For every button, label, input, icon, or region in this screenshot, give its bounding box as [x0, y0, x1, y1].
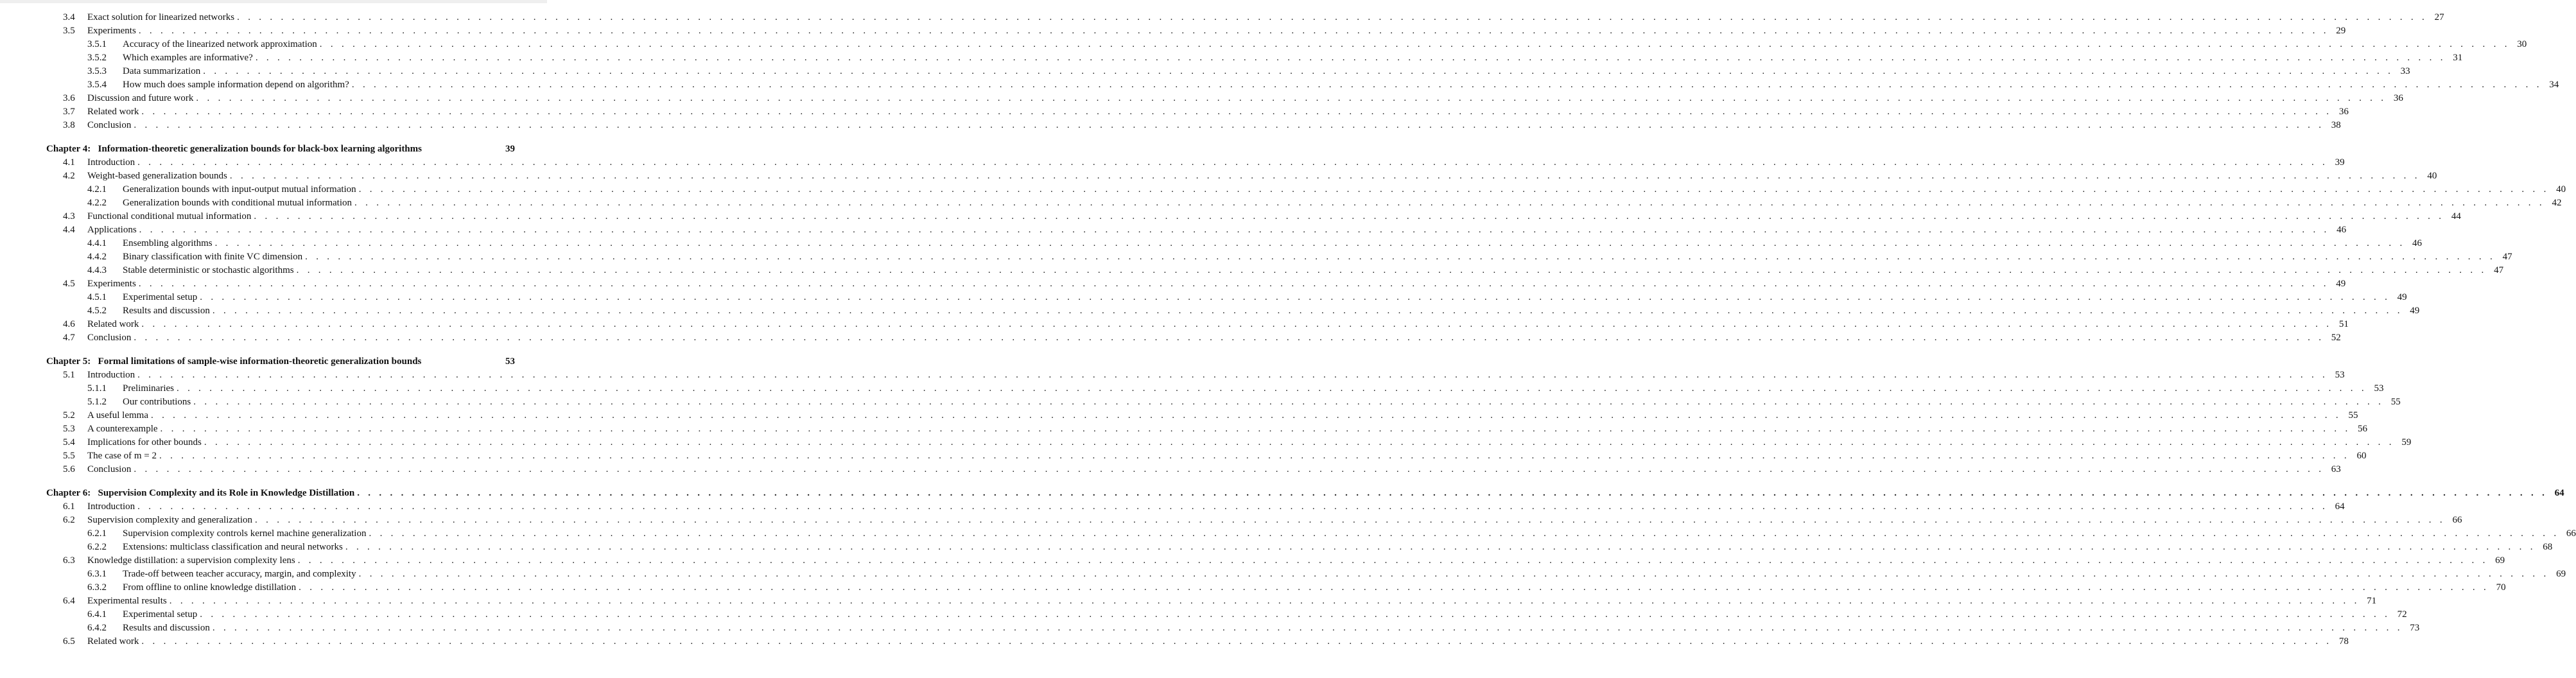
toc-chapter-entry[interactable] — [46, 143, 515, 156]
toc-dot-leader: . . . . . . . . . . . . . . . . . . . . . . . . . . . . . . . . . . . . . . . . . . . . . . . . . . . . . . . . . . . . . . . . . . . . . . . . . . . . . . . . . . . . . . . . . . . . . . . . . . . . . . . . . . . . . . . . . . . . . . . . . . . . . . . . . . . . . . . . . . . . . . . . . . . . . . . . . . . . . . . . . . . . . . . . . . . . . . . . . . . . . . . . . . . . . . . . . . . . . . . . — [196, 93, 2387, 103]
toc-entry-number: 4.7 — [63, 333, 75, 343]
toc-entry-line — [123, 51, 2463, 65]
toc-dot-leader: . . . . . . . . . . . . . . . . . . . . . . . . . . . . . . . . . . . . . . . . . . . . . . . . . . . . . . . . . . . . . . . . . . . . . . . . . . . . . . . . . . . . . . . . . . . . . . . . . . . . . . . . . . . . . . . . . . . . . . . . . . . . . . . . . . . . . . . . . . . . . . . . . . . . . . . . . . . . . . . . . . . . . . . . . . . . . . . . . . . . . . . . . . . . . . . . . . . . . . . . — [299, 582, 2489, 593]
toc-entry-number: 3.5 — [63, 26, 75, 36]
toc-page-number: 63 — [2324, 463, 2341, 476]
toc-entry-title: Trade-off between teacher accuracy, margin, and complexity — [123, 568, 359, 581]
toc-page-number: 73 — [2403, 622, 2419, 635]
toc-entry-number: 3.5.1 — [87, 39, 107, 49]
toc-page-number: 31 — [2446, 51, 2462, 65]
toc-entry-title: Experimental setup — [123, 608, 200, 622]
toc-entry-title: Generalization bounds with input-output mutual information — [123, 183, 359, 196]
toc-page-number: 51 — [2332, 318, 2349, 331]
toc-page-number: 36 — [2332, 105, 2349, 119]
toc-page-number: 60 — [2349, 449, 2366, 463]
toc-entry-title: Related work — [87, 105, 141, 119]
toc-section-entry[interactable] — [46, 422, 2367, 436]
toc-dot-leader: . . . . . . . . . . . . . . . . . . . . . . . . . . . . . . . . . . . . . . . . . . . . . . . . . . . . . . . . . . . . . . . . . . . . . . . . . . . . . . . . . . . . . . . . . . . . . . . . . . . . . . . . . . . . . . . . . . . . . . . . . . . . . . . . . . . . . . . . . . . . . . . . . . . . . . . . . . . . . . . . . . . . . . . . . . . . . . . . . . . . . . . . . . . . . . . . . . . . . . . . — [203, 66, 2394, 76]
toc-entry-title: How much does sample information depend on algorithm? — [123, 78, 352, 92]
toc-subsection-entry[interactable] — [46, 541, 2553, 554]
toc-entry-line — [46, 355, 515, 369]
toc-entry-line — [123, 396, 2401, 409]
toc-entry-title: Discussion and future work — [87, 92, 196, 105]
toc-dot-leader: . . . . . . . . . . . . . . . . . . . . . . . . . . . . . . . . . . . . . . . . . . . . . . . . . . . . . . . . . . . . . . . . . . . . . . . . . . . . . . . . . . . . . . . . . . . . . . . . . . . . . . . . . . . . . . . . . . . . . . . . . . . . . . . . . . . . . . . . . . . . . . . . . . . . . . . . . . . . . . . . . . . . . . . . . . . . . . . . . . . . . . . . . . . . . . . . . . . . . . . . — [200, 292, 2390, 302]
toc-section-entry[interactable] — [46, 595, 2377, 608]
toc-entry-number: 5.4 — [63, 437, 75, 448]
toc-entry-number: 3.6 — [63, 93, 75, 103]
toc-dot-leader: . . . . . . . . . . . . . . . . . . . . . . . . . . . . . . . . . . . . . . . . . . . . . . . . . . . . . . . . . . . . . . . . . . . . . . . . . . . . . . . . . . . . . . . . . . . . . . . . . . . . . . . . . . . . . . . . . . . . . . . . . . . . . . . . . . . . . . . . . . . . . . . . . . . . . . . . . . . . . . . . . . . . . . . . . . . . . . . . . . . . . . . . . . . . . . . . . . . . . . . . — [137, 157, 2328, 168]
toc-entry-number: 6.3.1 — [87, 569, 107, 579]
toc-entry-number: 6.2.1 — [87, 528, 107, 539]
toc-entry-title: A useful lemma — [87, 409, 151, 422]
toc-entry-line — [87, 223, 2347, 237]
toc-entry-number: 6.4.1 — [87, 609, 107, 620]
toc-subsection-entry[interactable] — [46, 237, 2423, 250]
toc-page-number: 55 — [2384, 396, 2401, 409]
toc-entry-line — [87, 277, 2346, 291]
toc-page-number: 39 — [498, 143, 515, 156]
toc-entry-number: 3.4 — [63, 12, 75, 22]
toc-entry-title: Implications for other bounds — [87, 436, 204, 449]
toc-entry-line — [87, 514, 2462, 527]
toc-entry-line — [87, 422, 2367, 436]
toc-entry-line — [87, 156, 2345, 170]
toc-entry-title: Weight-based generalization bounds — [87, 170, 230, 183]
page-top-border — [0, 0, 547, 3]
toc-chapter-entry[interactable] — [46, 355, 515, 369]
toc-entry-line — [87, 318, 2349, 331]
toc-subsection-entry[interactable] — [46, 65, 2410, 78]
toc-page-number: 56 — [2351, 422, 2367, 436]
toc-section-entry[interactable] — [46, 554, 2505, 568]
toc-page-number: 29 — [2329, 24, 2345, 38]
toc-section-entry[interactable] — [46, 92, 2403, 105]
toc-entry-title: From offline to online knowledge distillation — [123, 581, 299, 595]
toc-subsection-entry[interactable] — [46, 250, 2512, 264]
toc-entry-title: Our contributions — [123, 396, 193, 409]
toc-subsection-entry[interactable] — [46, 568, 2566, 581]
toc-subsection-entry[interactable] — [46, 396, 2401, 409]
toc-section-entry[interactable] — [46, 210, 2461, 223]
toc-subsection-entry[interactable] — [46, 608, 2407, 622]
toc-page-number: 44 — [2444, 210, 2461, 223]
toc-dot-leader: . . . . . . . . . . . . . . . . . . . . . . . . . . . . . . . . . . . . . . . . . . . . . . . . . . . . . . . . . . . . . . . . . . . . . . . . . . . . . . . . . . . . . . . . . . . . . . . . . . . . . . . . . . . . . . . . . . . . . . . . . . . . . . . . . . . . . . . . . . . . . . . . . . . . . . . . . . . . . . . . . . . . . . . . . . . . . . . . . . . . . . . . . . . . . . . . . . . . . . . . — [237, 12, 2428, 22]
toc-dot-leader: . . . . . . . . . . . . . . . . . . . . . . . . . . . . . . . . . . . . . . . . . . . . . . . . . . . . . . . . . . . . . . . . . . . . . . . . . . . . . . . . . . . . . . . . . . . . . . . . . . . . . . . . . . . . . . . . . . . . . . . . . . . . . . . . . . . . . . . . . . . . . . . . . . . . . . . . . . . . . . . . . . . . . . . . . . . . . . . . . . . . . . . . . . . . . . . . . . . . . . . . — [159, 451, 2350, 461]
toc-entry-line — [87, 11, 2444, 24]
toc-page-number: 53 — [2328, 369, 2345, 382]
toc-entry-title: Experiments — [87, 277, 139, 291]
toc-entry-number: 5.3 — [63, 424, 75, 434]
toc-entry-title: Introduction — [87, 500, 137, 514]
toc-entry-line — [87, 436, 2412, 449]
toc-entry-line — [123, 196, 2562, 210]
toc-entry-number: 5.1.2 — [87, 397, 107, 407]
toc-entry-title: Conclusion — [87, 463, 134, 476]
toc-entry-number: 4.1 — [63, 157, 75, 168]
toc-dot-leader: . . . . . . . . . . . . . . . . . . . . . . . . . . . . . . . . . . . . . . . . . . . . . . . . . . . . . . . . . . . . . . . . . . . . . . . . . . . . . . . . . . . . . . . . . . . . . . . . . . . . . . . . . . . . . . . . . . . . . . . . . . . . . . . . . . . . . . . . . . . . . . . . . . . . . . . . . . . . . . . . . . . . . . . . . . . . . . . . . . . . . . . . . . . . . . . . . . . . . . . . — [141, 319, 2332, 329]
toc-entry-title: Binary classification with finite VC dimension — [123, 250, 305, 264]
toc-entry-title: Chapter 6: Supervision Complexity and its Role in Knowledge Distillation — [46, 487, 357, 500]
toc-dot-leader: . . . . . . . . . . . . . . . . . . . . . . . . . . . . . . . . . . . . . . . . . . . . . . . . . . . . . . . . . . . . . . . . . . . . . . . . . . . . . . . . . . . . . . . . . . . . . . . . . . . . . . . . . . . . . . . . . . . . . . . . . . . . . . . . . . . . . . . . . . . . . . . . . . . . . . . . . . . . . . . . . . . . . . . . . . . . . . . . . . . . . . . . . . . . . . . . . . . . . . . . — [305, 252, 2496, 262]
toc-section-entry[interactable] — [46, 463, 2341, 476]
toc-entry-number: 4.6 — [63, 319, 75, 329]
toc-entry-number: 4.2 — [63, 171, 75, 181]
toc-entry-line — [123, 622, 2420, 635]
toc-entry-line — [46, 143, 515, 156]
toc-page-number: 55 — [2341, 409, 2358, 422]
toc-dot-leader: . . . . . . . . . . . . . . . . . . . . . . . . . . . . . . . . . . . . . . . . . . . . . . . . . . . . . . . . . . . . . . . . . . . . . . . . . . . . . . . . . . . . . . . . . . . . . . . . . . . . . . . . . . . . . . . . . . . . . . . . . . . . . . . . . . . . . . . . . . . . . . . . . . . . . . . . . . . . . . . . . . . . . . . . . . . . . . . . . . . . . . . . . . . . . . . . . . . . . . . . — [358, 569, 2550, 579]
toc-entry-number: 4.5.2 — [87, 306, 107, 316]
toc-subsection-entry[interactable] — [46, 291, 2407, 304]
toc-entry-line — [87, 105, 2349, 119]
toc-page-number: 64 — [2328, 500, 2345, 514]
toc-page-number: 49 — [2390, 291, 2407, 304]
toc-entry-line — [123, 568, 2566, 581]
toc-entry-title: Conclusion — [87, 119, 134, 132]
toc-entry-number: 4.2.1 — [87, 184, 107, 195]
toc-dot-leader: . . . . . . . . . . . . . . . . . . . . . . . . . . . . . . . . . . . . . . . . . . . . . . . . . . . . . . . . . . . . . . . . . . . . . . . . . . . . . . . . . . . . . . . . . . . . . . . . . . . . . . . . . . . . . . . . . . . . . . . . . . . . . . . . . . . . . . . . . . . . . . . . . . . . . . . . . . . . . . . . . . . . . . . . . . . . . . . . . . . . . . . . . . . . . . . . . . . . . . . . — [160, 424, 2351, 434]
toc-entry-number: 5.1 — [63, 370, 75, 380]
toc-dot-leader: . . . . . . . . . . . . . . . . . . . . . . . . . . . . . . . . . . . . . . . . . . . . . . . . . . . . . . . . . . . . . . . . . . . . . . . . . . . . . . . . . . . . . . . . . . . . . . . . . . . . . . . . . . . . . . . . . . . . . . . . . . . . . . . . . . . . . . . . . . . . . . . . . . . . . . . . . . . . . . . . . . . . . . . . . . . . . . . . . . . . . . . . . . . . . . . . . . . . . . . . — [138, 279, 2329, 289]
toc-entry-number: 4.4.2 — [87, 252, 107, 262]
toc-dot-leader: . . . . . . . . . . . . . . . . . . . . . . . . . . . . . . . . . . . . . . . . . . . . . . . . . . . . . . . . . . . . . . . . . . . . . . . . . . . . . . . . . . . . . . . . . . . . . . . . . . . . . . . . . . . . . . . . . . . . . . . . . . . . . . . . . . . . . . . . . . . . . . . . . . . . . . . . . . . . . . . . . . . . . . . . . . . . . . . . . . . . . . . . . . . . . . . . . . . . . . . . — [137, 501, 2328, 512]
toc-entry-title: Related work — [87, 635, 141, 648]
toc-entry-line — [87, 119, 2341, 132]
toc-entry-number: 3.5.4 — [87, 80, 107, 90]
toc-entry-line — [87, 369, 2345, 382]
toc-subsection-entry[interactable] — [46, 527, 2576, 541]
toc-entry-line — [87, 92, 2403, 105]
toc-page-number: 69 — [2488, 554, 2505, 568]
toc-section-entry[interactable] — [46, 449, 2367, 463]
toc-entry-number: 3.5.2 — [87, 53, 107, 63]
toc-subsection-entry[interactable] — [46, 38, 2527, 51]
toc-entry-title: Results and discussion — [123, 304, 213, 318]
toc-page-number: 71 — [2360, 595, 2376, 608]
toc-page-number: 66 — [2445, 514, 2462, 527]
toc-dot-leader: . . . . . . . . . . . . . . . . . . . . . . . . . . . . . . . . . . . . . . . . . . . . . . . . . . . . . . . . . . . . . . . . . . . . . . . . . . . . . . . . . . . . . . . . . . . . . . . . . . . . . . . . . . . . . . . . . . . . . . . . . . . . . . . . . . . . . . . . . . . . . . . . . . . . . . . . . . . . . . . . . . . . . . . . . . . . . . . . . . . . . . . . . . . . . . . . . . . . . . . . — [150, 410, 2342, 421]
toc-dot-leader: . . . . . . . . . . . . . . . . . . . . . . . . . . . . . . . . . . . . . . . . . . . . . . . . . . . . . . . . . . . . . . . . . . . . . . . . . . . . . . . . . . . . . . . . . . . . . . . . . . . . . . . . . . . . . . . . . . . . . . . . . . . . . . . . . . . . . . . . . . . . . . . . . . . . . . . . . . . . . . . . . . . . . . . . . . . . . . . . . . . . . . . . . . . . . . . . . . . . . . . . — [214, 238, 2406, 248]
toc-section-entry[interactable] — [46, 170, 2437, 183]
toc-page-number: 36 — [2387, 92, 2403, 105]
toc-entry-line — [87, 463, 2341, 476]
toc-subsection-entry[interactable] — [46, 622, 2420, 635]
toc-entry-title: Conclusion — [87, 331, 134, 345]
toc-entry-title: Supervision complexity controls kernel machine generalization — [123, 527, 369, 541]
toc-entry-title: Accuracy of the linearized network approximation — [123, 38, 320, 51]
toc-dot-leader: . . . . . . . . . . . . . . . . . . . . . . . . . . . . . . . . . . . . . . . . . . . . . . . . . . . . . . . . . . . . . . . . . . . . . . . . . . . . . . . . . . . . . . . . . . . . . . . . . . . . . . . . . . . . . . . . . . . . . . . . . . . . . . . . . . . . . . . . . . . . . . . . . . . . . . . . . . . . . . . . . . . . . . . . . . . . . . . . . . . . . . . . . . . . . . . . . . . . . . . . — [134, 333, 2324, 343]
toc-entry-line — [123, 38, 2527, 51]
toc-entry-title: A counterexample — [87, 422, 161, 436]
toc-entry-number: 4.4.3 — [87, 265, 107, 275]
toc-entry-line — [87, 24, 2346, 38]
toc-entry-line — [123, 581, 2506, 595]
toc-entry-number: 6.5 — [63, 636, 75, 647]
toc-dot-leader: . . . . . . . . . . . . . . . . . . . . . . . . . . . . . . . . . . . . . . . . . . . . . . . . . . . . . . . . . . . . . . . . . . . . . . . . . . . . . . . . . . . . . . . . . . . . . . . . . . . . . . . . . . . . . . . . . . . . . . . . . . . . . . . . . . . . . . . . . . . . . . . . . . . . . . . . . . . . . . . . . . . . . . . . . . . . . . . . . . . . . . . . . . . . . . . . . . . . . . . . — [351, 80, 2543, 90]
toc-subsection-entry[interactable] — [46, 78, 2559, 92]
toc-page-number: 38 — [2324, 119, 2341, 132]
toc-page-number: 53 — [2367, 382, 2383, 396]
toc-page-number: 53 — [498, 355, 515, 369]
toc-page-number: 59 — [2394, 436, 2411, 449]
toc-section-entry[interactable] — [46, 514, 2462, 527]
toc-subsection-entry[interactable] — [46, 264, 2504, 277]
toc-entry-title: Knowledge distillation: a supervision complexity lens — [87, 554, 298, 568]
toc-page-number: 49 — [2403, 304, 2419, 318]
toc-entry-line — [123, 183, 2566, 196]
toc-dot-leader: . . . . . . . . . . . . . . . . . . . . . . . . . . . . . . . . . . . . . . . . . . . . . . . . . . . . . . . . . . . . . . . . . . . . . . . . . . . . . . . . . . . . . . . . . . . . . . . . . . . . . . . . . . . . . . . . . . . . . . . . . . . . . . . . . . . . . . . . . . . . . . . . . . . . . . . . . . . . . . . . . . . . . . . . . . . . . . . . . . . . . . . . . . . . . . . . . . . . . . . . — [141, 636, 2332, 647]
toc-entry-number: 5.5 — [63, 451, 75, 461]
toc-page-number: 34 — [2542, 78, 2559, 92]
toc-dot-leader: . . . . . . . . . . . . . . . . . . . . . . . . . . . . . . . . . . . . . . . . . . . . . . . . . . . . . . . . . . . . . . . . . . . . . . . . . . . . . . . . . . . . . . . . . . . . . . . . . . . . . . . . . . . . . . . . . . . . . . . . . . . . . . . . . . . . . . . . . . . . . . . . . . . . . . . . . . . . . . . . . . . . . . . . . . . . . . . . . . . . . . . . . . . . . . . . . . . . . . . . — [204, 437, 2395, 448]
toc-dot-leader: . . . . . . . . . . . . . . . . . . . . . . . . . . . . . . . . . . . . . . . . . . . . . . . . . . . . . . . . . . . . . . . . . . . . . . . . . . . . . . . . . . . . . . . . . . . . . . . . . . . . . . . . . . . . . . . . . . . . . . . . . . . . . . . . . . . . . . . . . . . . . . . . . . . . . . . . . . . . . . . . . . . . . . . . . . . . . . . . . . . . . . . . . . . . . . . . . . . . . . . . — [212, 306, 2403, 316]
toc-section-entry[interactable] — [46, 223, 2347, 237]
toc-subsection-entry[interactable] — [46, 581, 2506, 595]
toc-entry-number: 3.5.3 — [87, 66, 107, 76]
toc-dot-leader: . . . . . . . . . . . . . . . . . . . . . . . . . . . . . . . . . . . . . . . . . . . . . . . . . . . . . . . . . . . . . . . . . . . . . . . . . . . . . . . . . . . . . . . . . . . . . . . . . . . . . . . . . . . . . . . . . . . . . . . . . . . . . . . . . . . . . . . . . . . . . . . . . . . . . . . . . . . . . . . . . . . . . . . . . . . . . . . . . . . . . . . . . . . . . . . . . . . . . . . . — [297, 555, 2489, 566]
toc-section-entry[interactable] — [46, 369, 2345, 382]
toc-page-number: 66 — [2559, 527, 2576, 541]
toc-page-number: 27 — [2428, 11, 2444, 24]
toc-chapter-entry[interactable] — [46, 487, 2564, 500]
toc-page-number: 46 — [2329, 223, 2346, 237]
toc-entry-line — [123, 541, 2553, 554]
toc-dot-leader: . . . . . . . . . . . . . . . . . . . . . . . . . . . . . . . . . . . . . . . . . . . . . . . . . . . . . . . . . . . . . . . . . . . . . . . . . . . . . . . . . . . . . . . . . . . . . . . . . . . . . . . . . . . . . . . . . . . . . . . . . . . . . . . . . . . . . . . . . . . . . . . . . . . . . . . . . . . . . . . . . . . . . . . . . . . . . . . . . . . . . . . . . . . . . . . . . . . . . . . . — [296, 265, 2487, 275]
toc-entry-title: Results and discussion — [123, 622, 213, 635]
toc-entry-number: 6.4.2 — [87, 623, 107, 633]
toc-entry-title: Which examples are informative? — [123, 51, 256, 65]
toc-page-number: 30 — [2510, 38, 2527, 51]
toc-entry-title: Introduction — [87, 156, 137, 170]
toc-dot-leader: . . . . . . . . . . . . . . . . . . . . . . . . . . . . . . . . . . . . . . . . . . . . . . . . . . . . . . . . . . . . . . . . . . . . . . . . . . . . . . . . . . . . . . . . . . . . . . . . . . . . . . . . . . . . . . . . . . . . . . . . . . . . . . . . . . . . . . . . . . . . . . . . . . . . . . . . . . . . . . . . . . . . . . . . . . . . . . . . . . . . . . . . . . . . . . . . . . . . . . . . — [254, 211, 2444, 222]
toc-dot-leader: . . . . . . . . . . . . . . . . . . . . . . . . . . . . . . . . . . . . . . . . . . . . . . . . . . . . . . . . . . . . . . . . . . . . . . . . . . . . . . . . . . . . . . . . . . . . . . . . . . . . . . . . . . . . . . . . . . . . . . . . . . . . . . . . . . . . . . . . . . . . . . . . . . . . . . . . . . . . . . . . . . . . . . . . . . . . . . . . . . . . . . . . . . . . . . . . . . . . . . . . — [354, 198, 2545, 208]
toc-page-number: 64 — [2548, 487, 2564, 500]
toc-entry-number: 6.3 — [63, 555, 75, 566]
toc-entry-title: Supervision complexity and generalization — [87, 514, 255, 527]
toc-subsection-entry[interactable] — [46, 382, 2384, 396]
toc-entry-title: Exact solution for linearized networks — [87, 11, 237, 24]
toc-section-entry[interactable] — [46, 156, 2345, 170]
toc-dot-leader: . . . . . . . . . . . . . . . . . . . . . . . . . . . . . . . . . . . . . . . . . . . . . . . . . . . . . . . . . . . . . . . . . . . . . . . . . . . . . . . . . . . . . . . . . . . . . . . . . . . . . . . . . . . . . . . . . . . . . . . . . . . . . . . . . . . . . . . . . . . . . . . . . . . . . . . . . . . . . . . . . . . . . . . . . . . . . . . . . . . . . . . . . . . . . . . . . . . . . . . . — [212, 623, 2403, 633]
toc-dot-leader: . . . . . . . . . . . . . . . . . . . . . . . . . . . . . . . . . . . . . . . . . . . . . . . . . . . . . . . . . . . . . . . . . . . . . . . . . . . . . . . . . . . . . . . . . . . . . . . . . . . . . . . . . . . . . . . . . . . . . . . . . . . . . . . . . . . . . . . . . . . . . . . . . . . . . . . . . . . . . . . . . . . . . . . . . . . . . . . . . . . . . . . . . . . . . . . . . . . . . . . . — [193, 397, 2384, 407]
toc-entry-title: Experimental setup — [123, 291, 200, 304]
toc-page-number: 47 — [2487, 264, 2503, 277]
toc-entry-number: 6.4 — [63, 596, 75, 606]
toc-section-entry[interactable] — [46, 24, 2346, 38]
toc-dot-leader: . . . . . . . . . . . . . . . . . . . . . . . . . . . . . . . . . . . . . . . . . . . . . . . . . . . . . . . . . . . . . . . . . . . . . . . . . . . . . . . . . . . . . . . . . . . . . . . . . . . . . . . . . . . . . . . . . . . . . . . . . . . . . . . . . . . . . . . . . . . . . . . . . . . . . . . . . . . . . . . . . . . . . . . . . . . . . . . . . . . . . . . . . . . . . . . . . . . . . . . . — [200, 609, 2390, 620]
toc-page-number: 40 — [2420, 170, 2437, 183]
toc-entry-title: Related work — [87, 318, 141, 331]
toc-subsection-entry[interactable] — [46, 51, 2463, 65]
toc-entry-line — [123, 527, 2576, 541]
toc-section-entry[interactable] — [46, 105, 2349, 119]
toc-entry-line — [46, 487, 2564, 500]
toc-entry-line — [87, 210, 2461, 223]
toc-entry-line — [87, 331, 2341, 345]
toc-entry-line — [87, 409, 2358, 422]
toc-entry-line — [87, 500, 2345, 514]
toc-page-number: 68 — [2536, 541, 2552, 554]
toc-section-entry[interactable] — [46, 277, 2346, 291]
toc-page-number: 70 — [2489, 581, 2506, 595]
toc-entry-line — [123, 382, 2384, 396]
toc-dot-leader: . . . . . . . . . . . . . . . . . . . . . . . . . . . . . . . . . . . . . . . . . . . . . . . . . . . . . . . . . . . . . . . . . . . . . . . . . . . . . . . . . . . . . . . . . . . . . . . . . . . . . . . . . . . . . . . . . . . . . . . . . . . . . . . . . . . . . . . . . . . . . . . . . . . . . . . . . . . . . . . . . . . . . . . . . . . . . . . . . . . . . . . . . . . . . . . . . . . . . . . . — [319, 39, 2511, 49]
toc-dot-leader: . . . . . . . . . . . . . . . . . . . . . . . . . . . . . . . . . . . . . . . . . . . . . . . . . . . . . . . . . . . . . . . . . . . . . . . . . . . . . . . . . . . . . . . . . . . . . . . . . . . . . . . . . . . . . . . . . . . . . . . . . . . . . . . . . . . . . . . . . . . . . . . . . . . . . . . . . . . . . . . . . . . . . . . . . . . . . . . . . . . . . . . . . . . . . . . . . . . . . . . . — [357, 488, 2548, 498]
toc-dot-leader: . . . . . . . . . . . . . . . . . . . . . . . . . . . . . . . . . . . . . . . . . . . . . . . . . . . . . . . . . . . . . . . . . . . . . . . . . . . . . . . . . . . . . . . . . . . . . . . . . . . . . . . . . . . . . . . . . . . . . . . . . . . . . . . . . . . . . . . . . . . . . . . . . . . . . . . . . . . . . . . . . . . . . . . . . . . . . . . . . . . . . . . . . . . . . . . . . . . . . . . . — [141, 107, 2332, 117]
toc-page-number: 72 — [2390, 608, 2407, 622]
toc-entry-number: 4.3 — [63, 211, 75, 222]
toc-page-number: 52 — [2324, 331, 2341, 345]
toc-entry-title: Chapter 4: Information-theoretic generalization bounds for black-box learning algorithms — [46, 143, 498, 156]
toc-page-number: 39 — [2328, 156, 2345, 170]
toc-dot-leader: . . . . . . . . . . . . . . . . . . . . . . . . . . . . . . . . . . . . . . . . . . . . . . . . . . . . . . . . . . . . . . . . . . . . . . . . . . . . . . . . . . . . . . . . . . . . . . . . . . . . . . . . . . . . . . . . . . . . . . . . . . . . . . . . . . . . . . . . . . . . . . . . . . . . . . . . . . . . . . . . . . . . . . . . . . . . . . . . . . . . . . . . . . . . . . . . . . . . . . . . — [229, 171, 2421, 181]
toc-entry-title: Experimental results — [87, 595, 170, 608]
toc-section-entry[interactable] — [46, 635, 2349, 648]
toc-section-entry[interactable] — [46, 119, 2341, 132]
toc-entry-number: 3.7 — [63, 107, 75, 117]
toc-dot-leader: . . . . . . . . . . . . . . . . . . . . . . . . . . . . . . . . . . . . . . . . . . . . . . . . . . . . . . . . . . . . . . . . . . . . . . . . . . . . . . . . . . . . . . . . . . . . . . . . . . . . . . . . . . . . . . . . . . . . . . . . . . . . . . . . . . . . . . . . . . . . . . . . . . . . . . . . . . . . . . . . . . . . . . . . . . . . . . . . . . . . . . . . . . . . . . . . . . . . . . . . — [345, 542, 2536, 552]
toc-section-entry[interactable] — [46, 331, 2341, 345]
toc-entry-title: Applications — [87, 223, 139, 237]
toc-section-entry[interactable] — [46, 436, 2412, 449]
toc-entry-number: 5.1.1 — [87, 383, 107, 394]
toc-section-entry[interactable] — [46, 500, 2345, 514]
toc-entry-line — [87, 554, 2505, 568]
toc-entry-number: 4.5.1 — [87, 292, 107, 302]
toc-dot-leader: . . . . . . . . . . . . . . . . . . . . . . . . . . . . . . . . . . . . . . . . . . . . . . . . . . . . . . . . . . . . . . . . . . . . . . . . . . . . . . . . . . . . . . . . . . . . . . . . . . . . . . . . . . . . . . . . . . . . . . . . . . . . . . . . . . . . . . . . . . . . . . . . . . . . . . . . . . . . . . . . . . . . . . . . . . . . . . . . . . . . . . . . . . . . . . . . . . . . . . . . — [137, 370, 2328, 380]
toc-entry-title: Generalization bounds with conditional mutual information — [123, 196, 354, 210]
toc-entry-line — [87, 170, 2437, 183]
toc-entry-line — [123, 304, 2420, 318]
toc-entry-title: Data summarization — [123, 65, 203, 78]
toc-dot-leader: . . . . . . . . . . . . . . . . . . . . . . . . . . . . . . . . . . . . . . . . . . . . . . . . . . . . . . . . . . . . . . . . . . . . . . . . . . . . . . . . . . . . . . . . . . . . . . . . . . . . . . . . . . . . . . . . . . . . . . . . . . . . . . . . . . . . . . . . . . . . . . . . . . . . . . . . . . . . . . . . . . . . . . . . . . . . . . . . . . . . . . . . . . . . . . . . . . . . . . . . — [176, 383, 2367, 394]
toc-dot-leader: . . . . . . . . . . . . . . . . . . . . . . . . . . . . . . . . . . . . . . . . . . . . . . . . . . . . . . . . . . . . . . . . . . . . . . . . . . . . . . . . . . . . . . . . . . . . . . . . . . . . . . . . . . . . . . . . . . . . . . . . . . . . . . . . . . . . . . . . . . . . . . . . . . . . . . . . . . . . . . . . . . . . . . . . . . . . . . . . . . . . . . . . . . . . . . . . . . . . . . . . — [139, 225, 2330, 235]
toc-entry-title: Chapter 5: Formal limitations of sample-wise information-theoretic generalization bounds — [46, 355, 498, 369]
toc-entry-number: 4.2.2 — [87, 198, 107, 208]
toc-page-number: 49 — [2329, 277, 2345, 291]
toc-subsection-entry[interactable] — [46, 196, 2562, 210]
toc-entry-number: 5.6 — [63, 464, 75, 474]
toc-page-number: 42 — [2545, 196, 2561, 210]
toc-dot-leader: . . . . . . . . . . . . . . . . . . . . . . . . . . . . . . . . . . . . . . . . . . . . . . . . . . . . . . . . . . . . . . . . . . . . . . . . . . . . . . . . . . . . . . . . . . . . . . . . . . . . . . . . . . . . . . . . . . . . . . . . . . . . . . . . . . . . . . . . . . . . . . . . . . . . . . . . . . . . . . . . . . . . . . . . . . . . . . . . . . . . . . . . . . . . . . . . . . . . . . . . — [369, 528, 2559, 539]
toc-entry-title: Extensions: multiclass classification and neural networks — [123, 541, 345, 554]
toc-entry-title: Stable deterministic or stochastic algorithms — [123, 264, 297, 277]
toc-entry-title: Experiments — [87, 24, 139, 38]
toc-entry-line — [123, 78, 2559, 92]
toc-entry-line — [123, 608, 2407, 622]
toc-page-number: 46 — [2405, 237, 2422, 250]
toc-entry-number: 6.2.2 — [87, 542, 107, 552]
toc-entry-title: Introduction — [87, 369, 137, 382]
toc-subsection-entry[interactable] — [46, 183, 2566, 196]
toc-entry-number: 4.5 — [63, 279, 75, 289]
toc-entry-title: Ensembling algorithms — [123, 237, 215, 250]
toc-entry-line — [123, 250, 2512, 264]
toc-entry-line — [87, 449, 2367, 463]
toc-page-number: 33 — [2394, 65, 2410, 78]
toc-entry-number: 4.4.1 — [87, 238, 107, 248]
table-of-contents — [46, 11, 2576, 648]
toc-entry-number: 6.2 — [63, 515, 75, 525]
toc-dot-leader: . . . . . . . . . . . . . . . . . . . . . . . . . . . . . . . . . . . . . . . . . . . . . . . . . . . . . . . . . . . . . . . . . . . . . . . . . . . . . . . . . . . . . . . . . . . . . . . . . . . . . . . . . . . . . . . . . . . . . . . . . . . . . . . . . . . . . . . . . . . . . . . . . . . . . . . . . . . . . . . . . . . . . . . . . . . . . . . . . . . . . . . . . . . . . . . . . . . . . . . . — [138, 26, 2329, 36]
toc-entry-line — [123, 264, 2504, 277]
toc-entry-number: 4.4 — [63, 225, 75, 235]
toc-page-number: 47 — [2496, 250, 2512, 264]
toc-entry-line — [87, 635, 2349, 648]
toc-entry-title: Functional conditional mutual information — [87, 210, 254, 223]
toc-page-number: 69 — [2549, 568, 2566, 581]
toc-subsection-entry[interactable] — [46, 304, 2420, 318]
toc-entry-number: 5.2 — [63, 410, 75, 421]
toc-entry-line — [123, 291, 2407, 304]
toc-page-number: 78 — [2332, 635, 2349, 648]
toc-dot-leader: . . . . . . . . . . . . . . . . . . . . . . . . . . . . . . . . . . . . . . . . . . . . . . . . . . . . . . . . . . . . . . . . . . . . . . . . . . . . . . . . . . . . . . . . . . . . . . . . . . . . . . . . . . . . . . . . . . . . . . . . . . . . . . . . . . . . . . . . . . . . . . . . . . . . . . . . . . . . . . . . . . . . . . . . . . . . . . . . . . . . . . . . . . . . . . . . . . . . . . . . — [255, 515, 2446, 525]
toc-entry-line — [123, 237, 2423, 250]
toc-entry-line — [123, 65, 2410, 78]
toc-entry-number: 3.8 — [63, 120, 75, 130]
toc-dot-leader: . . . . . . . . . . . . . . . . . . . . . . . . . . . . . . . . . . . . . . . . . . . . . . . . . . . . . . . . . . . . . . . . . . . . . . . . . . . . . . . . . . . . . . . . . . . . . . . . . . . . . . . . . . . . . . . . . . . . . . . . . . . . . . . . . . . . . . . . . . . . . . . . . . . . . . . . . . . . . . . . . . . . . . . . . . . . . . . . . . . . . . . . . . . . . . . . . . . . . . . . — [169, 596, 2360, 606]
toc-dot-leader: . . . . . . . . . . . . . . . . . . . . . . . . . . . . . . . . . . . . . . . . . . . . . . . . . . . . . . . . . . . . . . . . . . . . . . . . . . . . . . . . . . . . . . . . . . . . . . . . . . . . . . . . . . . . . . . . . . . . . . . . . . . . . . . . . . . . . . . . . . . . . . . . . . . . . . . . . . . . . . . . . . . . . . . . . . . . . . . . . . . . . . . . . . . . . . . . . . . . . . . . — [358, 184, 2550, 195]
toc-section-entry[interactable] — [46, 318, 2349, 331]
toc-entry-number: 6.3.2 — [87, 582, 107, 593]
toc-entry-number: 6.1 — [63, 501, 75, 512]
toc-entry-title: Preliminaries — [123, 382, 177, 396]
toc-dot-leader: . . . . . . . . . . . . . . . . . . . . . . . . . . . . . . . . . . . . . . . . . . . . . . . . . . . . . . . . . . . . . . . . . . . . . . . . . . . . . . . . . . . . . . . . . . . . . . . . . . . . . . . . . . . . . . . . . . . . . . . . . . . . . . . . . . . . . . . . . . . . . . . . . . . . . . . . . . . . . . . . . . . . . . . . . . . . . . . . . . . . . . . . . . . . . . . . . . . . . . . . — [255, 53, 2446, 63]
toc-dot-leader: . . . . . . . . . . . . . . . . . . . . . . . . . . . . . . . . . . . . . . . . . . . . . . . . . . . . . . . . . . . . . . . . . . . . . . . . . . . . . . . . . . . . . . . . . . . . . . . . . . . . . . . . . . . . . . . . . . . . . . . . . . . . . . . . . . . . . . . . . . . . . . . . . . . . . . . . . . . . . . . . . . . . . . . . . . . . . . . . . . . . . . . . . . . . . . . . . . . . . . . . — [134, 464, 2324, 474]
toc-entry-line — [87, 595, 2377, 608]
toc-page-number: 40 — [2549, 183, 2566, 196]
toc-section-entry[interactable] — [46, 409, 2358, 422]
toc-section-entry[interactable] — [46, 11, 2444, 24]
toc-entry-title: The case of m = 2 — [87, 449, 159, 463]
toc-dot-leader: . . . . . . . . . . . . . . . . . . . . . . . . . . . . . . . . . . . . . . . . . . . . . . . . . . . . . . . . . . . . . . . . . . . . . . . . . . . . . . . . . . . . . . . . . . . . . . . . . . . . . . . . . . . . . . . . . . . . . . . . . . . . . . . . . . . . . . . . . . . . . . . . . . . . . . . . . . . . . . . . . . . . . . . . . . . . . . . . . . . . . . . . . . . . . . . . . . . . . . . . — [134, 120, 2324, 130]
